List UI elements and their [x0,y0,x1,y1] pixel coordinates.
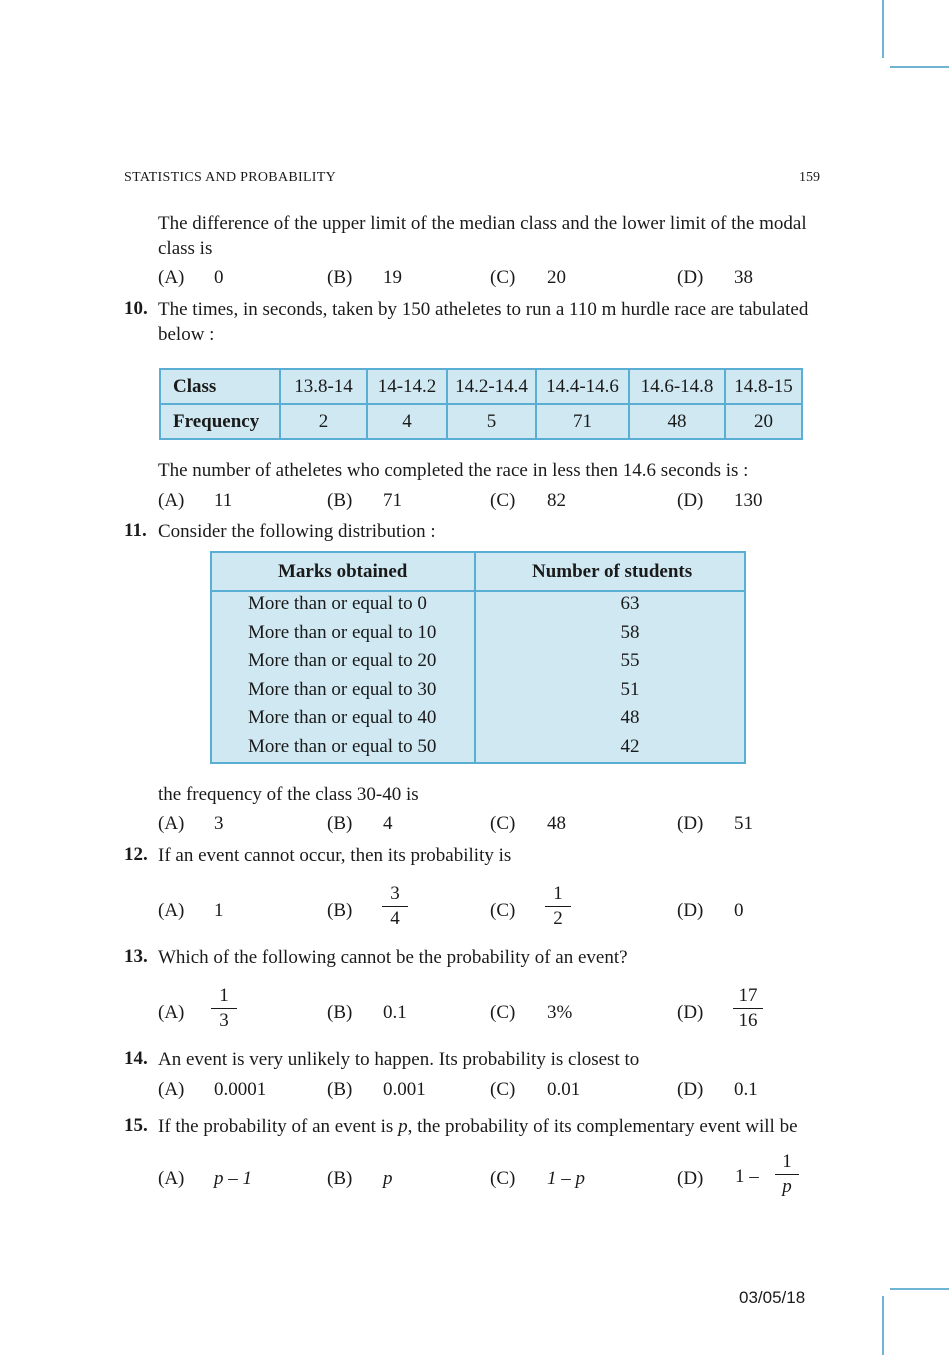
fraction-bar [733,1008,763,1009]
q15-option-c-label: (C) [490,1168,516,1189]
fraction-numerator: 1 [782,1151,792,1172]
crop-mark-top-vertical [882,0,884,58]
q10-class-cell: 14-14.2 [367,369,447,404]
q10-option-b-label: (B) [327,490,353,511]
q10-frequency-cell: 5 [447,404,536,439]
q10-number: 10. [124,298,148,319]
fraction-bar [211,1008,237,1009]
q9-option-b-label: (B) [327,267,353,288]
q14-option-d-label: (D) [677,1079,704,1100]
fraction-bar [545,906,571,907]
q13-option-a-fraction [209,985,239,1032]
crop-mark-top-horizontal [890,66,949,68]
q11-option-b-value: 4 [383,813,393,834]
q9-text: The difference of the upper limit of the median class and the lower limit of the modal class is [158,213,807,259]
q12-option-a-label: (A) [158,900,185,921]
q9-option-d-value: 38 [734,267,753,288]
q14-option-d-value: 0.1 [734,1079,758,1100]
table-header-divider [212,590,744,592]
q13-option-d-label: (D) [677,1002,704,1023]
table-column-divider [474,553,476,762]
q12-option-b-label: (B) [327,900,353,921]
fraction-denominator: 2 [553,908,563,929]
q10-option-a-value: 11 [214,490,233,511]
q13-number: 13. [124,946,148,967]
q12-option-c-label: (C) [490,900,516,921]
q15-option-d-fraction [773,1151,801,1198]
q15-option-a-label: (A) [158,1168,185,1189]
q15-text [158,1114,826,1139]
q10-option-d-value: 130 [734,490,763,511]
q12-text: If an event cannot occur, then its probability is [158,845,512,866]
q15-option-b-label: (B) [327,1168,353,1189]
q14-option-a-value: 0.0001 [214,1079,267,1100]
q11-header-students: Number of students [532,561,693,582]
q11-text: Consider the following distribution : [158,521,436,542]
page-number: 159 [799,170,820,185]
q10-frequency-cell: 48 [629,404,725,439]
table-row [160,369,802,404]
q11-marks-cell: More than or equal to 30 [248,679,437,700]
q12-option-b-fraction [380,883,410,930]
q10-frequency-cell: 20 [725,404,802,439]
q10-question: The number of atheletes who completed the race in less then 14.6 seconds is : [158,460,749,481]
q9-option-a-value: 0 [214,267,224,288]
q10-row-label-frequency: Frequency [160,404,280,439]
q11-option-d-label: (D) [677,813,704,834]
q14-option-c-value: 0.01 [547,1079,581,1100]
q15-text-variable: p [398,1116,408,1137]
fraction-denominator: p [782,1176,792,1197]
q11-marks-cell: More than or equal to 10 [248,622,437,643]
q13-option-a-label: (A) [158,1002,185,1023]
q14-number: 14. [124,1048,148,1069]
q10-frequency-cell: 2 [280,404,367,439]
q9-option-c-label: (C) [490,267,516,288]
q11-option-b-label: (B) [327,813,353,834]
q12-option-d-value: 0 [734,900,744,921]
q15-text-post: , the probability of its complementary event will be [407,1116,798,1137]
q11-marks-cell: More than or equal to 40 [248,707,437,728]
q10-class-cell: 14.4-14.6 [536,369,629,404]
fraction-bar [382,906,408,907]
q10-row-label-class: Class [160,369,280,404]
q11-option-a-label: (A) [158,813,185,834]
fraction-numerator: 17 [738,985,758,1006]
q10-option-b-value: 71 [383,490,402,511]
q9-option-c-value: 20 [547,267,566,288]
q11-option-a-value: 3 [214,813,224,834]
q11-option-c-value: 48 [547,813,566,834]
fraction-denominator: 3 [219,1010,229,1031]
q10-class-cell: 13.8-14 [280,369,367,404]
running-header-title: STATISTICS AND PROBABILITY [124,170,337,185]
q11-distribution-table [210,551,746,764]
q11-marks-cell: More than or equal to 0 [248,593,427,614]
q10-class-cell: 14.6-14.8 [629,369,725,404]
q11-students-cell: 63 [620,593,640,614]
q14-option-b-value: 0.001 [383,1079,426,1100]
q11-students-cell: 55 [620,650,640,671]
q11-marks-cell: More than or equal to 50 [248,736,437,757]
q15-option-a-value: p – 1 [214,1168,252,1189]
footer-date: 03/05/18 [739,1288,806,1307]
q11-students-cell: 42 [620,736,640,757]
q14-option-a-label: (A) [158,1079,185,1100]
fraction-numerator: 1 [553,883,563,904]
q10-option-c-label: (C) [490,490,516,511]
table-row [160,404,802,439]
q11-students-cell: 51 [620,679,640,700]
q10-frequency-cell: 4 [367,404,447,439]
q13-option-c-value: 3% [547,1002,573,1023]
q13-option-d-fraction [731,985,765,1032]
q11-header-marks: Marks obtained [278,561,408,582]
q12-number: 12. [124,844,148,865]
q11-option-c-label: (C) [490,813,516,834]
q10-class-cell: 14.8-15 [725,369,802,404]
q10-option-d-label: (D) [677,490,704,511]
q11-marks-cell: More than or equal to 20 [248,650,437,671]
q11-students-cell: 48 [620,707,640,728]
crop-mark-bottom-vertical [882,1296,884,1355]
fraction-bar [775,1174,799,1175]
q12-option-c-fraction [543,883,573,930]
q13-option-c-label: (C) [490,1002,516,1023]
q11-students-cell: 58 [620,622,640,643]
q10-class-cell: 14.2-14.4 [447,369,536,404]
q10-text: The times, in seconds, taken by 150 atheletes to run a 110 m hurdle race are tabulated below : [158,299,809,345]
q11-number: 11. [124,520,147,541]
q15-number: 15. [124,1115,148,1136]
q11-question: the frequency of the class 30-40 is [158,784,419,805]
q12-option-a-value: 1 [214,900,224,921]
fraction-denominator: 4 [390,908,400,929]
q13-option-b-label: (B) [327,1002,353,1023]
fraction-denominator: 16 [738,1010,758,1031]
q15-option-c-value: 1 – p [547,1168,585,1189]
q14-text: An event is very unlikely to happen. Its probability is closest to [158,1049,640,1070]
q9-option-b-value: 19 [383,267,402,288]
q15-option-b-value: p [383,1168,393,1189]
q10-option-a-label: (A) [158,490,185,511]
q13-text: Which of the following cannot be the probability of an event? [158,947,628,968]
q14-option-c-label: (C) [490,1079,516,1100]
q13-option-b-value: 0.1 [383,1002,407,1023]
q14-option-b-label: (B) [327,1079,353,1100]
q12-option-d-label: (D) [677,900,704,921]
q9-option-a-label: (A) [158,267,185,288]
q15-text-pre: If the probability of an event is [158,1116,399,1137]
q10-frequency-table [159,368,803,440]
fraction-numerator: 3 [390,883,400,904]
q10-option-c-value: 82 [547,490,566,511]
crop-mark-bottom-horizontal [890,1288,949,1290]
fraction-numerator: 1 [219,985,229,1006]
q15-option-d-prefix: 1 – [735,1166,759,1187]
q11-option-d-value: 51 [734,813,753,834]
q9-option-d-label: (D) [677,267,704,288]
q15-option-d-label: (D) [677,1168,704,1189]
q10-frequency-cell: 71 [536,404,629,439]
